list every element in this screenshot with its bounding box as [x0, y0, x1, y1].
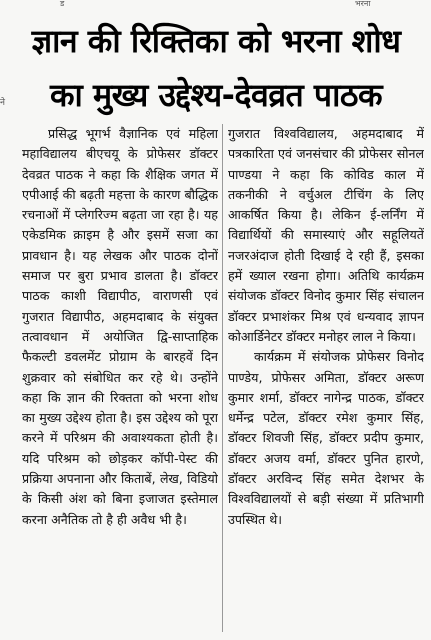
- column-divider: [222, 124, 223, 632]
- cropped-top-fragment: [0, 0, 431, 8]
- right-column-paragraph-1: गुजरात विश्वविद्यालय, अहमदाबाद में पत्रकारिता एवं जनसंचार की प्रोफेसर सोनल पाण्डया ने कहा कि कोविड काल में तकनीकी ने वर्चुअल टीचिंग के लिए आकर्षित किया है। लेकिन ई-लर्निंग में विद्यार्थियों की समास्याएं और सहूलियतें नजरअंदाज होती दिखाई दे रही हैं, इसका हमें ख्याल रखना होगा। अतिथि कार्यक्रम संयोजक डॉक्टर विनोद कुमार सिंह संचालन डॉक्टर प्रभाशंकर मिश्र एवं धन्यवाद ज्ञापन कोआर्डिनेटर डॉक्टर मनोहर लाल ने किया।: [228, 126, 424, 344]
- side-cropped-mark: ने: [0, 98, 5, 108]
- left-column-paragraph: प्रसिद्ध भूगर्भ वैज्ञानिक एवं महिला महाविद्यालय बीएचयू के प्रोफेसर डॉक्टर देवव्रत पाठक ने कहा कि शैक्षिक जगत में एपीआई की बढ़ती महत्ता के कारण बौद्धिक रचनाओं में प्लेगरिज्म बढ़ता जा रहा है। यह एकेडमिक क्राइम है और इसमें सजा का प्रावधान है। यह लेखक और पाठक दोनों समाज पर बुरा प्रभाव डालता है। डॉक्टर पाठक काशी विद्यापीठ, वाराणसी एवं गुजरात विद्यापीठ, अहमदाबाद के संयुक्त तत्वावधान में अयोजित द्वि-साप्ताहिक फैकल्टी डवलमेंट प्रोग्राम के बारहवें दिन शुक्रवार को संबोधित कर रहे थे। उन्होंने कहा कि ज्ञान की रिक्तता को भरना शोध का मुख्य उद्देश्य होता है। इस उद्देश्य को पूरा करने में परिश्रम की अवाश्यकता होती है। यदि परिश्रम को छोड़कर कॉपी-पेस्ट की प्रक्रिया अपनाना और किताबें, लेख, विडियो के किसी अंश को बिना इजाजत इस्तेमाल करना अनैतिक तो है ही अवैध भी है।: [22, 126, 218, 527]
- cropped-text-right: भरना: [355, 0, 371, 8]
- article-headline: [6, 14, 426, 122]
- headline-line-1: ज्ञान की रिक्तिका को भरना शोध: [31, 22, 401, 60]
- cropped-text-left: ड: [60, 0, 65, 8]
- headline-line-2: का मुख्य उद्देश्य-देवव्रत पाठक: [49, 76, 383, 114]
- article-right-column: [228, 124, 424, 634]
- article-left-column: [22, 124, 218, 634]
- right-column-paragraph-2: कार्यक्रम में संयोजक प्रोफेसर विनोद पाण्डेय, प्रोफेसर अमिता, डॉक्टर अरूण कुमार शर्मा, डॉक्टर नागेन्द्र पाठक, डॉक्टर धर्मेन्द्र पटेल, डॉक्टर रमेश कुमार सिंह, डॉक्टर शिवजी सिंह, डॉक्टर प्रदीप कुमार, डॉक्टर अजय वर्मा, डॉक्टर पुनित हारणे, डॉक्टर अरविन्द सिंह समेत देशभर के विश्वविद्यालयों से बड़ी संख्या में प्रतिभागी उपस्थित थे।: [228, 349, 424, 527]
